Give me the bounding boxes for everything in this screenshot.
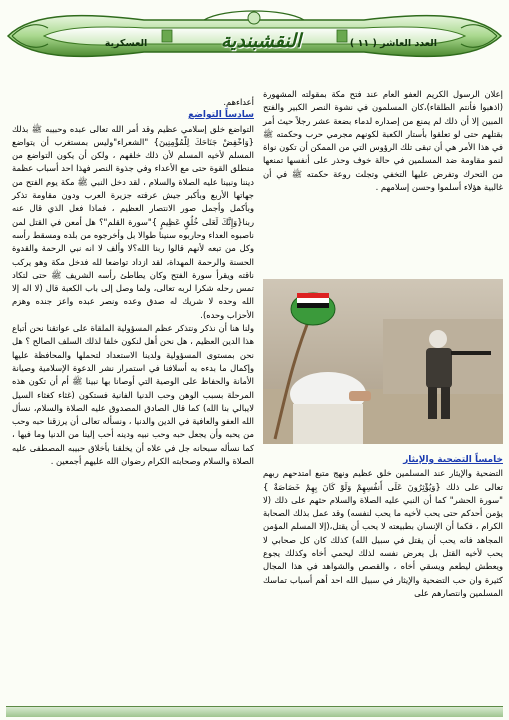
- paragraph: إعلان الرسول الكريم العفو العام عند فتح مكة بمقولته المشهورة (اذهبوا فأنتم الطلقاء)،كان المسلمون في نشوة النصر الكبير والفتح المبين إلا أن ذلك لم يمنع من إصداره لدماء بضعة عشر رجلاً حيث أمر بقتلهم حتى لو تعلقوا بأستار الكعبة لكونهم مجرمي حرب وحكمته ﷺ في هذا الأمر هي أن تبقى تلك الرؤوس التي من الممكن أن تكون نواة لنمو مقاومة ضد المسلمين في حالة خوف وحذر على أنفسها تمنعها من التحرك وتفرض عليها التخفي وتجلت روعة حكمته ﷺ في أن غالبية هؤلاء أسلموا وحسن إسلامهم .: [263, 89, 503, 193]
- section-name: العسكرية: [104, 38, 148, 49]
- issue-number: العدد العاشر ( ١١ ): [349, 38, 437, 49]
- right-column-top-text: [263, 88, 503, 278]
- magazine-title: النقشبندية: [220, 30, 302, 52]
- footer-bar: [6, 706, 503, 717]
- paragraph: التواضع خلق إسلامي عظيم وقد أمر الله تعالى عبده وحبيبه ﷺ بذلك {وَاخْفِضْ جَنَاحَكَ لِلْمُؤْمِنِينَ} "الشعراء"وليس بمستغرب أن يتواضع المسلم لأخيه المسلم لأن ذلك خلقهم ، ولكن أن يكون التواضع من منطلق القوة حتى مع الأعداء وفي جذوة النصر فهذا احد أسباب عظمة ديننا ونبينا عليه الصلاة والسلام ، لقد دخل النبي ﷺ مكة يوم الفتح من جهاتها الأربع وبأكبر جيش عرفته جزيرة العرب ودون مقاومة تذكر وبأكمل وأجمل صور الانتصار العظيم ، فماذا فعل الذي قال عنه ربنا{وَإِنَّكَ لَعَلى خُلُقٍ عَظِيمٍ }"سورة القلم"؟ هل أمعن في القتل لمن ناصبوه العداء وحاربوه سنينا طوالا بل وأخرجوه من بلده ومسقط رأسه وكل من تبعه لأنهم قالوا ربنا الله؟لا وألف لا انه نبي الرحمة والقدوة الحسنة والرحمة المهداة، لقد ازداد تواضعا لله فدخل مكة وهو يركب ناقته ويقرأ سورة الفتح وكان يطاطئ رأسه الشريف ﷺ حتى لتكاد تمس رحله شكرا لربه تعالى، ولما وصل إلى باب الكعبة قال (لا اله إلا الله وحده لا شريك له صدق وعده ونصر عبده واعز جنده وهزم الأحزاب وحده).: [12, 123, 254, 320]
- paragraph-intro: أعداءهم.: [223, 97, 254, 107]
- paragraph: التضحية والإيثار عند المسلمين خلق عظيم ونهج متبع امتدحهم ربهم تعالى على ذلك {وَيُؤْثِرُونَ عَلَى أَنفُسِهِمْ وَلَوْ كَانَ بِهِمْ خَصَاصَةٌ } "سورة الحشر" كما أن النبي عليه الصلاة والسلام حثهم على ذلك (لا يؤمن أحدكم حتى يحب لأخيه ما يحب لنفسه) وقد عمل بذلك الصحابة الكرام ، فكما أن الإنسان بطبيعته لا يحب أن يقتل،(إلا المسلم المؤمن المجاهد فانه يحب أن يقتل في سبيل الله) كذلك كان كل صحابي لا يحب لأخيه القتل بل يعرض نفسه لذلك ليحمي أخاه وكذلك يجوع ويعطش ليطعم ويسقي أخاه ، والقصص والشواهد في هذا المجال كثيرة وان حب التضحية والإيثار في سبيل الله احد أهم أسباب تماسك المسلمين وانتصارهم على: [263, 468, 503, 598]
- paragraph: ولنا هنا أن نذكر ونتذكر عظم المسؤولية الملقاة على عواتقنا نحن أتباع هذا الدين العظيم ، هل نحن أهل لنكون خلفا لذلك السلف الصالح ؟ هل نحن بمستوى المسؤولية ولدينا الاستعداد لتحملها والمحافظة عليها وإكمال ما بدءه به أسلافنا في استمرار نشر الدعوة الإسلامية وصيانة الأمانة والحفاظ على الوصية التي أوصانا بها نبينا ﷺ أم أن تكون هذه المرحلة بسبب الوهن وحب الدنيا الفانية فستكون (غثاء كغثاء السيل لايبالي بنا الله) كما قال الصادق المصدوق عليه الصلاة والسلام، نسأل الله العفو والعافية في الدين والدنيا ، ونسأله تعالى أن يرزقنا حبه وحب من يحبه وأن يجعل حبه وحب نبيه ودينه أحب إلينا من الدنيا وما فيها ، كما نسأله سبحانه جل في علاه أن يخلقنا بأخلاق حبيبه المصطفى عليه الصلاة والسلام وصحابته الكرام رضوان الله عليهم أجمعين .: [12, 323, 254, 467]
- left-column-text: [12, 96, 254, 686]
- fighters-photo-illustration: [263, 279, 503, 444]
- page-header-banner: [4, 6, 505, 66]
- section-heading: خامساً التضحية والإيثار: [403, 455, 503, 465]
- iraq-map-emblem-icon: [291, 293, 335, 325]
- right-column-bottom-text: [263, 454, 503, 704]
- article-photo: [263, 279, 503, 444]
- section-heading: سادساً التواضع: [188, 110, 254, 121]
